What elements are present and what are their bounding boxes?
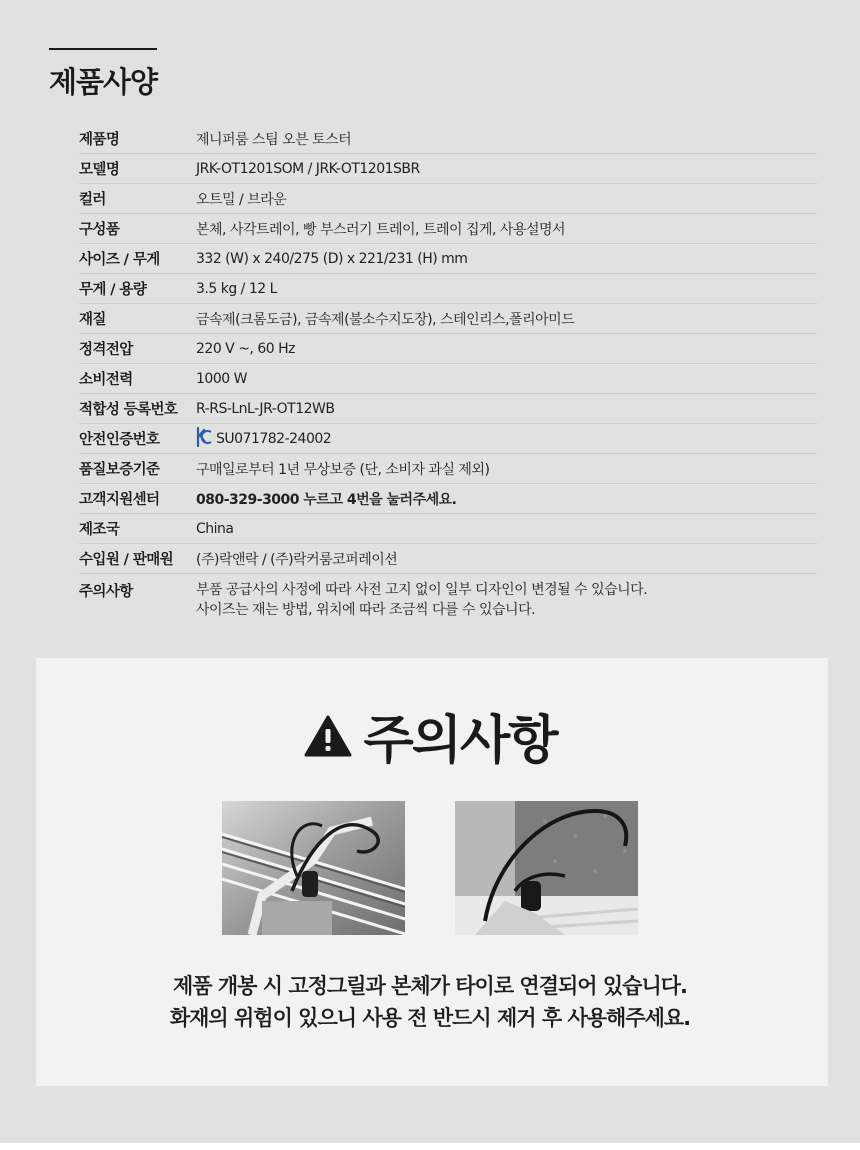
- spec-row: [79, 244, 817, 274]
- spec-table: [79, 124, 817, 620]
- spec-value: 금속제(크롬도금), 금속제(불소수지도장), 스테인리스,폴리아미드: [196, 311, 575, 328]
- page-bottom-strip: [0, 1143, 860, 1150]
- spec-row: [79, 454, 817, 484]
- spec-label: 모델명: [79, 162, 120, 178]
- spec-value: 본체, 사각트레이, 빵 부스러기 트레이, 트레이 집게, 사용설명서: [196, 221, 566, 238]
- spec-value: 오트밀 / 브라운: [196, 191, 287, 208]
- spec-label: 고객지원센터: [79, 492, 160, 508]
- spec-row: [79, 484, 817, 514]
- spec-row: [79, 574, 817, 620]
- spec-value: 제니퍼룸 스팀 오븐 토스터: [196, 131, 352, 148]
- spec-row: [79, 334, 817, 364]
- spec-label: 사이즈 / 무게: [79, 252, 160, 268]
- caution-title: [0, 706, 860, 779]
- spec-label: 주의사항: [79, 584, 133, 600]
- spec-label: 소비전력: [79, 372, 133, 388]
- spec-label: 품질보증기준: [79, 462, 160, 478]
- spec-row: [79, 184, 817, 214]
- section-rule: [49, 48, 157, 50]
- caution-note: 화재의 위험이 있으니 사용 전 반드시 제거 후 사용해주세요.: [169, 1006, 691, 1030]
- spec-value: [196, 580, 647, 620]
- spec-value: 332 (W) x 240/275 (D) x 221/231 (H) mm: [196, 250, 468, 267]
- caution-notes: [0, 970, 860, 1034]
- spec-label: 적합성 등록번호: [79, 402, 178, 418]
- spec-row: [79, 274, 817, 304]
- support-phone: 080-329-3000 누르고 4번을 눌러주세요.: [196, 491, 457, 508]
- spec-row: [79, 214, 817, 244]
- caution-title-text: 주의사항: [363, 711, 557, 771]
- spec-row: [79, 304, 817, 334]
- spec-label: 컬러: [79, 192, 106, 208]
- spec-label: 제조국: [79, 522, 120, 538]
- safety-cert-number: SU071782-24002: [216, 430, 332, 447]
- spec-value: [196, 427, 331, 451]
- grill-tie-closeup-photo: [455, 801, 638, 935]
- spec-value: (주)락앤락 / (주)락커룸코퍼레이션: [196, 551, 398, 568]
- spec-value: 220 V ~, 60 Hz: [196, 340, 295, 357]
- spec-label: 무게 / 용량: [79, 282, 147, 298]
- spec-row: [79, 364, 817, 394]
- spec-value: R-RS-LnL-JR-OT12WB: [196, 400, 335, 417]
- spec-value: 3.5 kg / 12 L: [196, 280, 277, 297]
- spec-label: 정격전압: [79, 342, 133, 358]
- spec-label: 구성품: [79, 222, 120, 238]
- section-title: 제품사양: [49, 65, 158, 99]
- spec-label: 재질: [79, 312, 106, 328]
- spec-label: 제품명: [79, 132, 120, 148]
- spec-row: [79, 124, 817, 154]
- notice-line: 부품 공급사의 사정에 따라 사전 고지 없이 일부 디자인이 변경될 수 있습니다.: [196, 582, 648, 598]
- spec-value: China: [196, 520, 234, 537]
- spec-row: [79, 394, 817, 424]
- spec-row: [79, 544, 817, 574]
- kc-certification-icon: [196, 427, 212, 451]
- spec-label: 수입원 / 판매원: [79, 552, 174, 568]
- notice-line: 사이즈는 재는 방법, 위치에 따라 조금씩 다를 수 있습니다.: [196, 602, 536, 618]
- spec-row: [79, 424, 817, 454]
- oven-rack-tie-photo: [222, 801, 405, 935]
- spec-label: 안전인증번호: [79, 432, 160, 448]
- spec-value: JRK-OT1201SOM / JRK-OT1201SBR: [196, 160, 420, 177]
- spec-row: [79, 514, 817, 544]
- spec-row: [79, 154, 817, 184]
- caution-note: 제품 개봉 시 고정그릴과 본체가 타이로 연결되어 있습니다.: [172, 974, 688, 998]
- spec-value: 1000 W: [196, 370, 247, 387]
- warning-triangle-icon: [304, 705, 352, 775]
- spec-value: 구매일로부터 1년 무상보증 (단, 소비자 과실 제외): [196, 461, 490, 478]
